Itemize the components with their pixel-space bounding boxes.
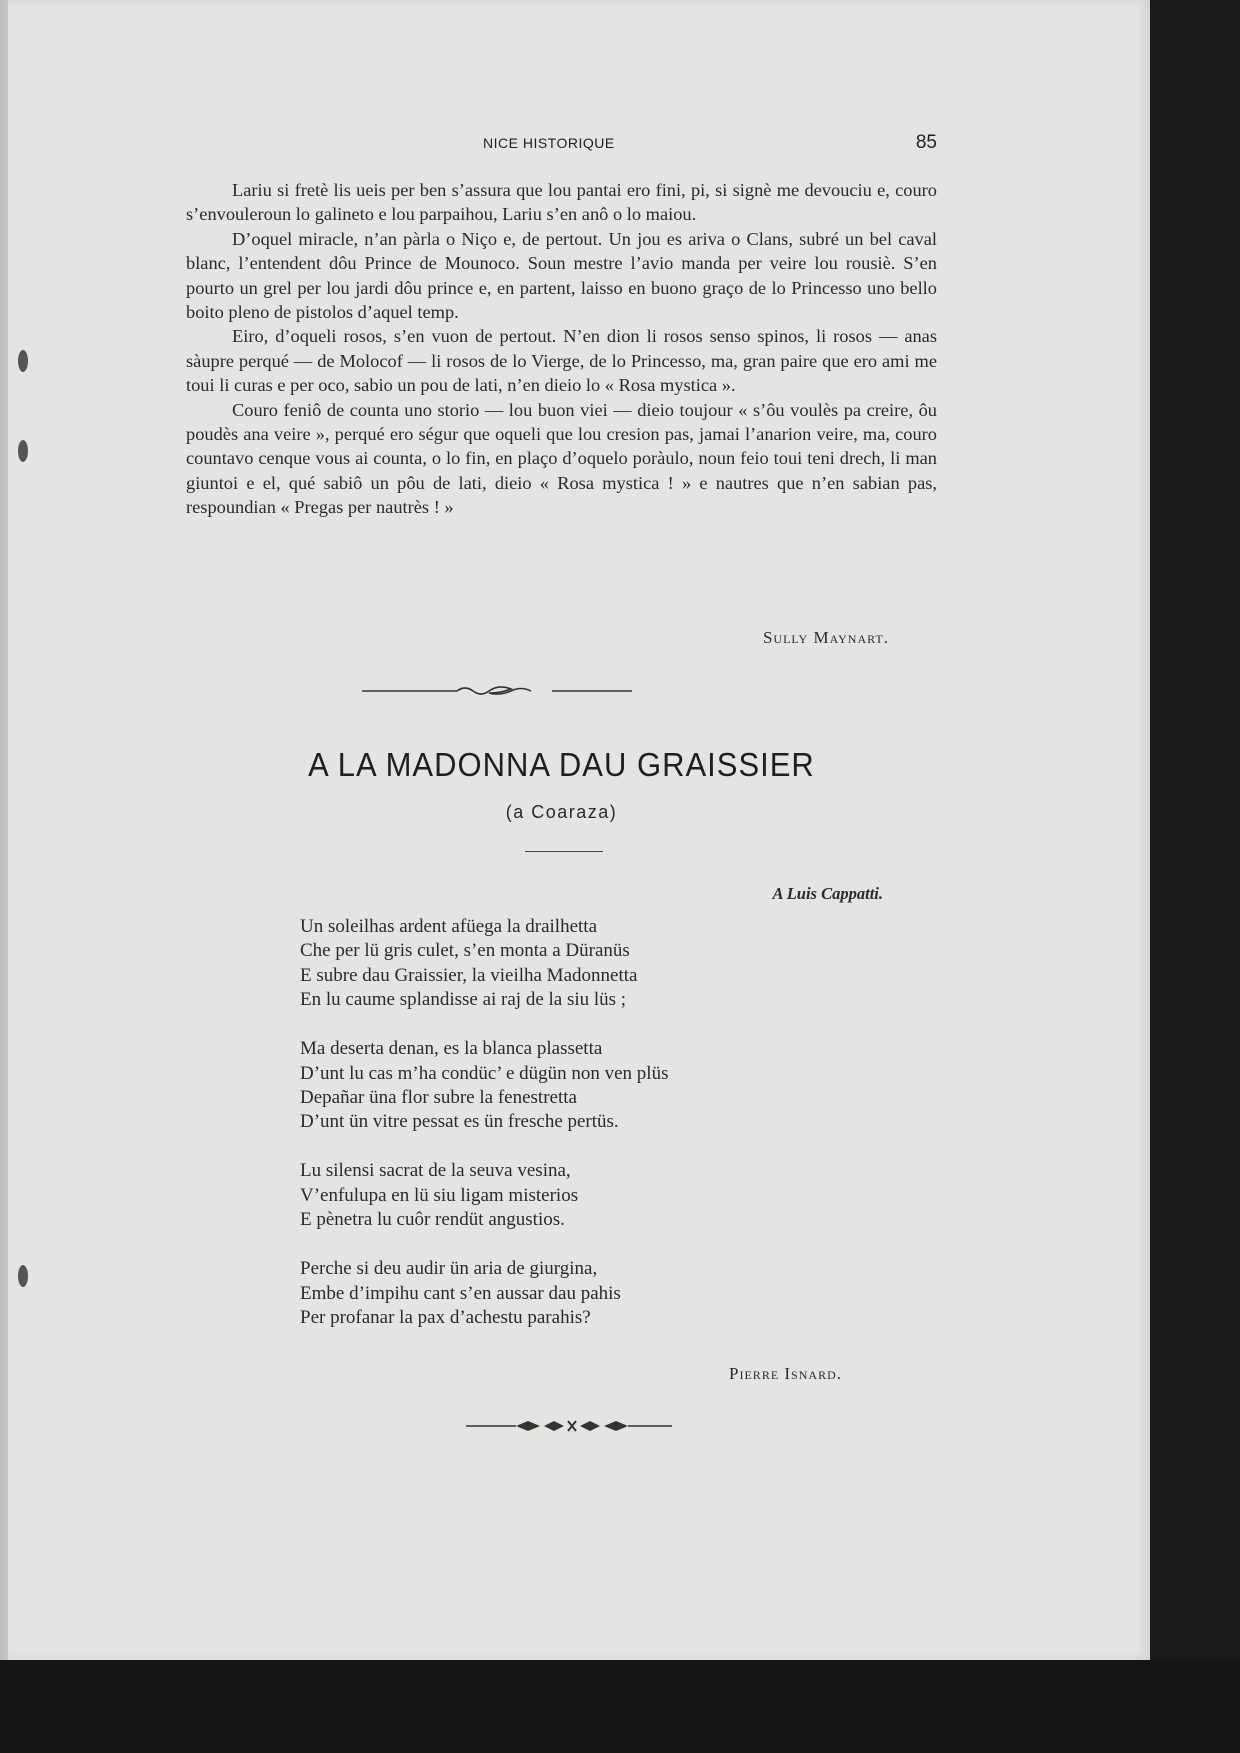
- binding-hole: [18, 350, 28, 372]
- poem-line: Embe d’impihu cant s’en aussar dau pahis: [300, 1282, 621, 1304]
- title-rule: [525, 851, 603, 852]
- poem-line: E pènetra lu cuôr rendüt angustios.: [300, 1209, 565, 1231]
- poem-line: Depañar üna flor subre la fenestretta: [300, 1087, 577, 1109]
- binding-hole: [18, 440, 28, 462]
- poem-stanza: [300, 915, 860, 1013]
- binding-hole: [18, 1265, 28, 1287]
- prose-signature: Sully Maynart.: [762, 628, 889, 647]
- section-divider-ornament: [362, 682, 632, 698]
- poem-line: V’enfulupa en lü siu ligam misterios: [300, 1184, 579, 1206]
- prose-paragraph: Couro feniô de counta uno storio — lou buon viei — dieio toujour « s’ôu voulès pa creire, ôu poudès ana veire », perqué ero ségur que oqueli que lou cresion pas, jamai l’anarion veire, ma, couro countavo cenque vous ai counta, o lo fin, en plaço d’oquelo poràulo, noun feio toui teni drech, li man giuntoi e el, qué sabiô un pôu de lati, dieio « Rosa mystica ! » e nautres que n’en sabian pas, respoundian « Pregas per nautrès ! »: [186, 399, 937, 518]
- poem-line: D’unt ün vitre pessat es ün fresche pertüs.: [300, 1111, 619, 1133]
- scan-background: [0, 1660, 1240, 1753]
- poem-stanza: [300, 1257, 860, 1330]
- prose-body: [186, 178, 937, 520]
- prose-paragraph: Lariu si fretè lis ueis per ben s’assura que lou pantai ero fini, pi, si signè me devouciu e, couro s’envouleroun lo galineto e lou parpaihou, Lariu s’en anô o lo maiou.: [186, 180, 937, 225]
- poem-line: Perche si deu audir ün aria de giurgina,: [300, 1258, 598, 1280]
- poem-line: Per profanar la pax d’achestu parahis?: [300, 1307, 591, 1329]
- poem-body: [300, 915, 860, 1355]
- poem-dedication: A Luis Cappatti.: [772, 884, 883, 903]
- poem-subtitle: (a Coaraza): [505, 802, 618, 822]
- poem-line: Ma deserta denan, es la blanca plassetta: [300, 1038, 603, 1060]
- page-number: 85: [915, 132, 937, 153]
- poem-line: En lu caume splandisse ai raj de la siu lüs ;: [300, 989, 627, 1011]
- poem-title: A LA MADONNA DAU GRAISSIER: [308, 745, 815, 784]
- poem-line: Un soleilhas ardent afüega la drailhetta: [300, 916, 598, 937]
- end-ornament: [466, 1419, 672, 1433]
- page-header: [180, 132, 937, 156]
- poem-line: D’unt lu cas m’ha condüc’ e dügün non ven plüs: [300, 1062, 669, 1084]
- poem-signature: Pierre Isnard.: [729, 1364, 842, 1383]
- poem-line: Che per lü gris culet, s’en monta a Düranüs: [300, 940, 630, 962]
- running-head: NICE HISTORIQUE: [483, 135, 615, 151]
- poem-stanza: [300, 1159, 860, 1232]
- poem-line: Lu silensi sacrat de la seuva vesina,: [300, 1160, 571, 1182]
- prose-paragraph: Eiro, d’oqueli rosos, s’en vuon de pertout. N’en dion li rosos senso spinos, li rosos — anas sàupre perqué — de Molocof — li rosos de lo Vierge, de lo Princesso, ma, gran paire que ero ami me toui li curas e per oco, sabio un pou de lati, n’en dieio lo « Rosa mystica ».: [186, 326, 937, 396]
- poem-line: E subre dau Graissier, la vieilha Madonnetta: [300, 964, 638, 986]
- prose-paragraph: D’oquel miracle, n’an pàrla o Niço e, de pertout. Un jou es ariva o Clans, subré un bel caval blanc, l’entendent dôu Prince de Mounoco. Soun mestre l’avio manda per veire lou rousiè. S’en pourto un grel per lou jardi dôu prince e, en partent, laisso en buono graço de lo Princesso uno bello boito pleno de pistolos d’aquel temp.: [186, 228, 937, 323]
- poem-stanza: [300, 1037, 860, 1135]
